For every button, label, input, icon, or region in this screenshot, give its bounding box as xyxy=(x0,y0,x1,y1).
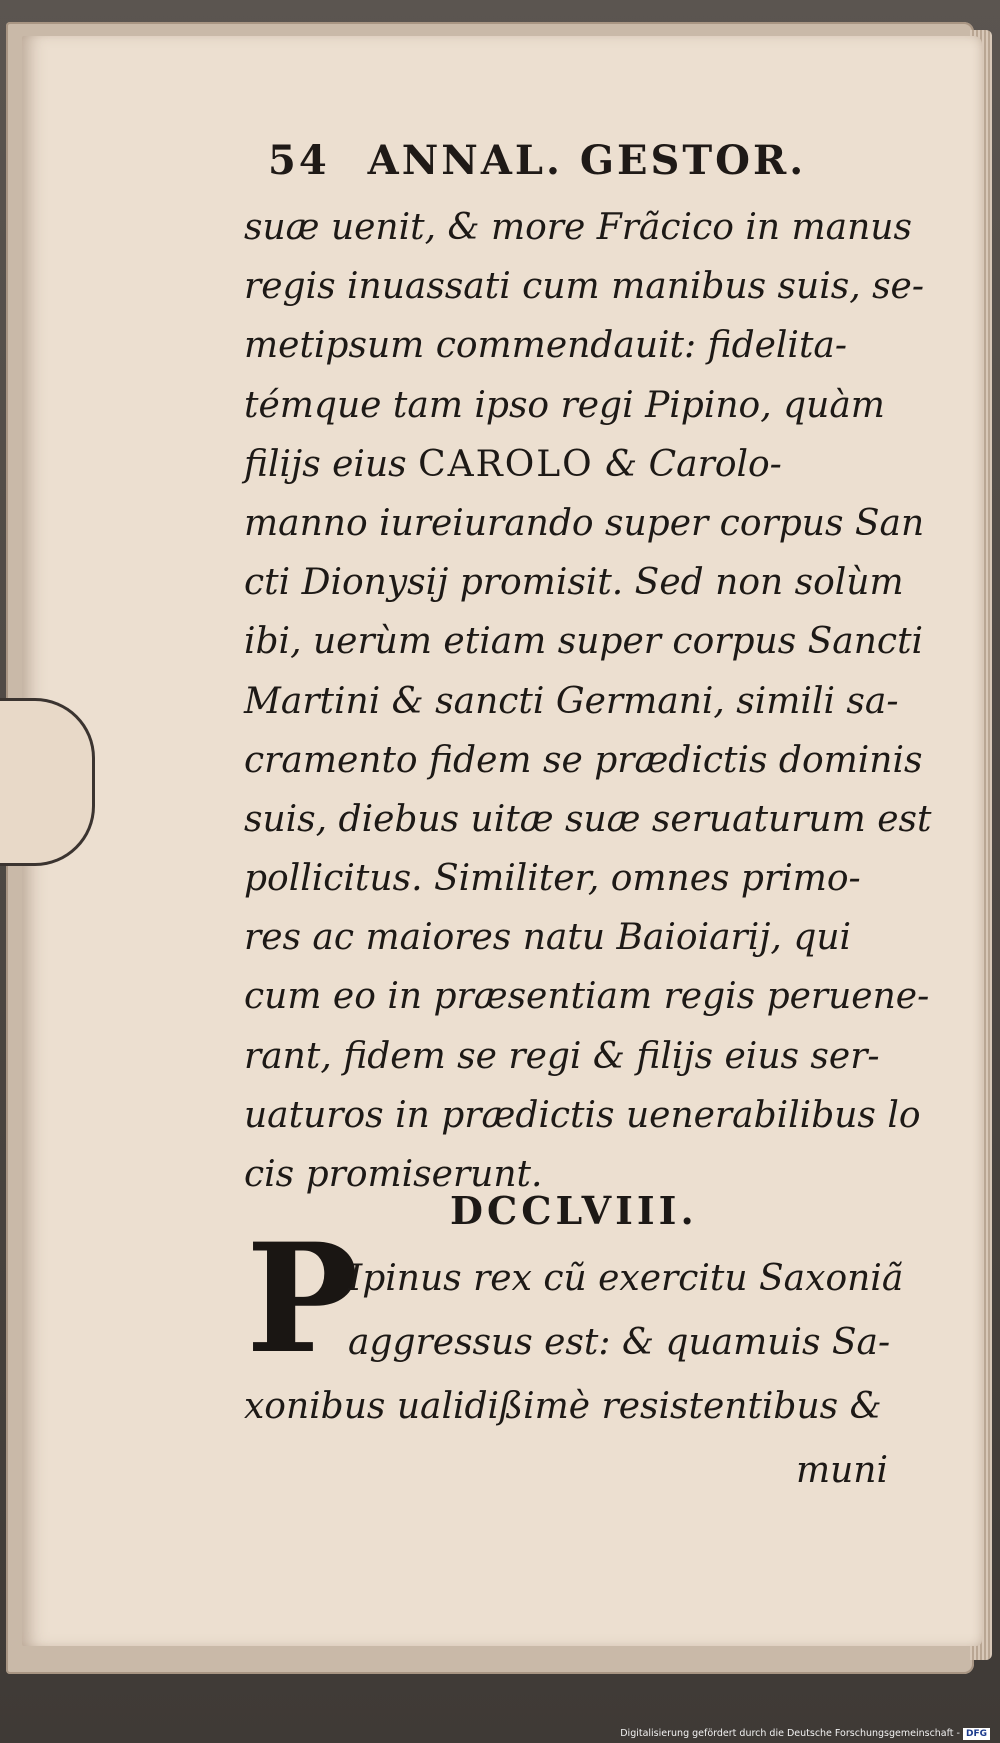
text-line: cis promiserunt. xyxy=(244,1154,543,1195)
text-line: cum eo in præsentiam regis peruene- xyxy=(244,976,930,1018)
digitization-credit xyxy=(560,1728,990,1743)
catchword: muni xyxy=(795,1450,888,1491)
text-line: Martini & sancti Germani, simili sa- xyxy=(244,680,899,722)
text-line: metipsum commendauit: fidelita- xyxy=(244,325,848,367)
text-line: suæ uenit, & more Frãcico in manus xyxy=(244,207,912,248)
text-line: res ac maiores natu Baioiarij, qui xyxy=(244,917,852,959)
text-line: uaturos in prædictis uenerabilibus lo xyxy=(244,1094,921,1136)
text-line: aggressus est: & quamuis Sa- xyxy=(348,1322,891,1363)
year-heading: DCCLVIII. xyxy=(450,1188,698,1233)
text-line: suis, diebus uitæ suæ seruaturum est xyxy=(244,798,932,840)
drop-cap: P xyxy=(246,1211,359,1387)
text-line: cramento fidem se prædictis dominis xyxy=(244,739,923,781)
text-fragment: filijs eius xyxy=(244,443,407,485)
name-smallcaps: CAROLO xyxy=(418,443,594,485)
running-head-title: ANNAL. GESTOR. xyxy=(367,137,807,184)
text-line: témque tam ipso regi Pipino, quàm xyxy=(244,384,885,426)
text-line: xonibus ualidißimè resistentibus & xyxy=(244,1386,882,1427)
text-line: regis inuassati cum manibus suis, se- xyxy=(244,266,925,308)
page-number: 54 xyxy=(268,137,330,184)
text-line-mixed xyxy=(244,435,924,494)
running-header xyxy=(268,137,888,189)
paragraph-2 xyxy=(244,1247,924,1503)
text-line: manno iureiurando super corpus San xyxy=(244,502,925,544)
text-line: rant, fidem se regi & filijs eius ser- xyxy=(244,1035,880,1077)
text-line: cti Dionysij promisit. Sed non solùm xyxy=(244,562,904,604)
clip-tab xyxy=(0,698,95,866)
text-line: pollicitus. Similiter, omnes primo- xyxy=(244,858,861,900)
dfg-logo: DFG xyxy=(963,1728,990,1740)
text-line: Ipinus rex cũ exercitu Saxoniã xyxy=(348,1258,904,1299)
paragraph-1 xyxy=(244,198,932,1204)
text-line: ibi, uerùm etiam super corpus Sancti xyxy=(244,621,924,663)
text-fragment: & Carolo- xyxy=(605,443,782,485)
credit-text: Digitalisierung gefördert durch die Deutsche Forschungsgemeinschaft - xyxy=(620,1728,960,1739)
